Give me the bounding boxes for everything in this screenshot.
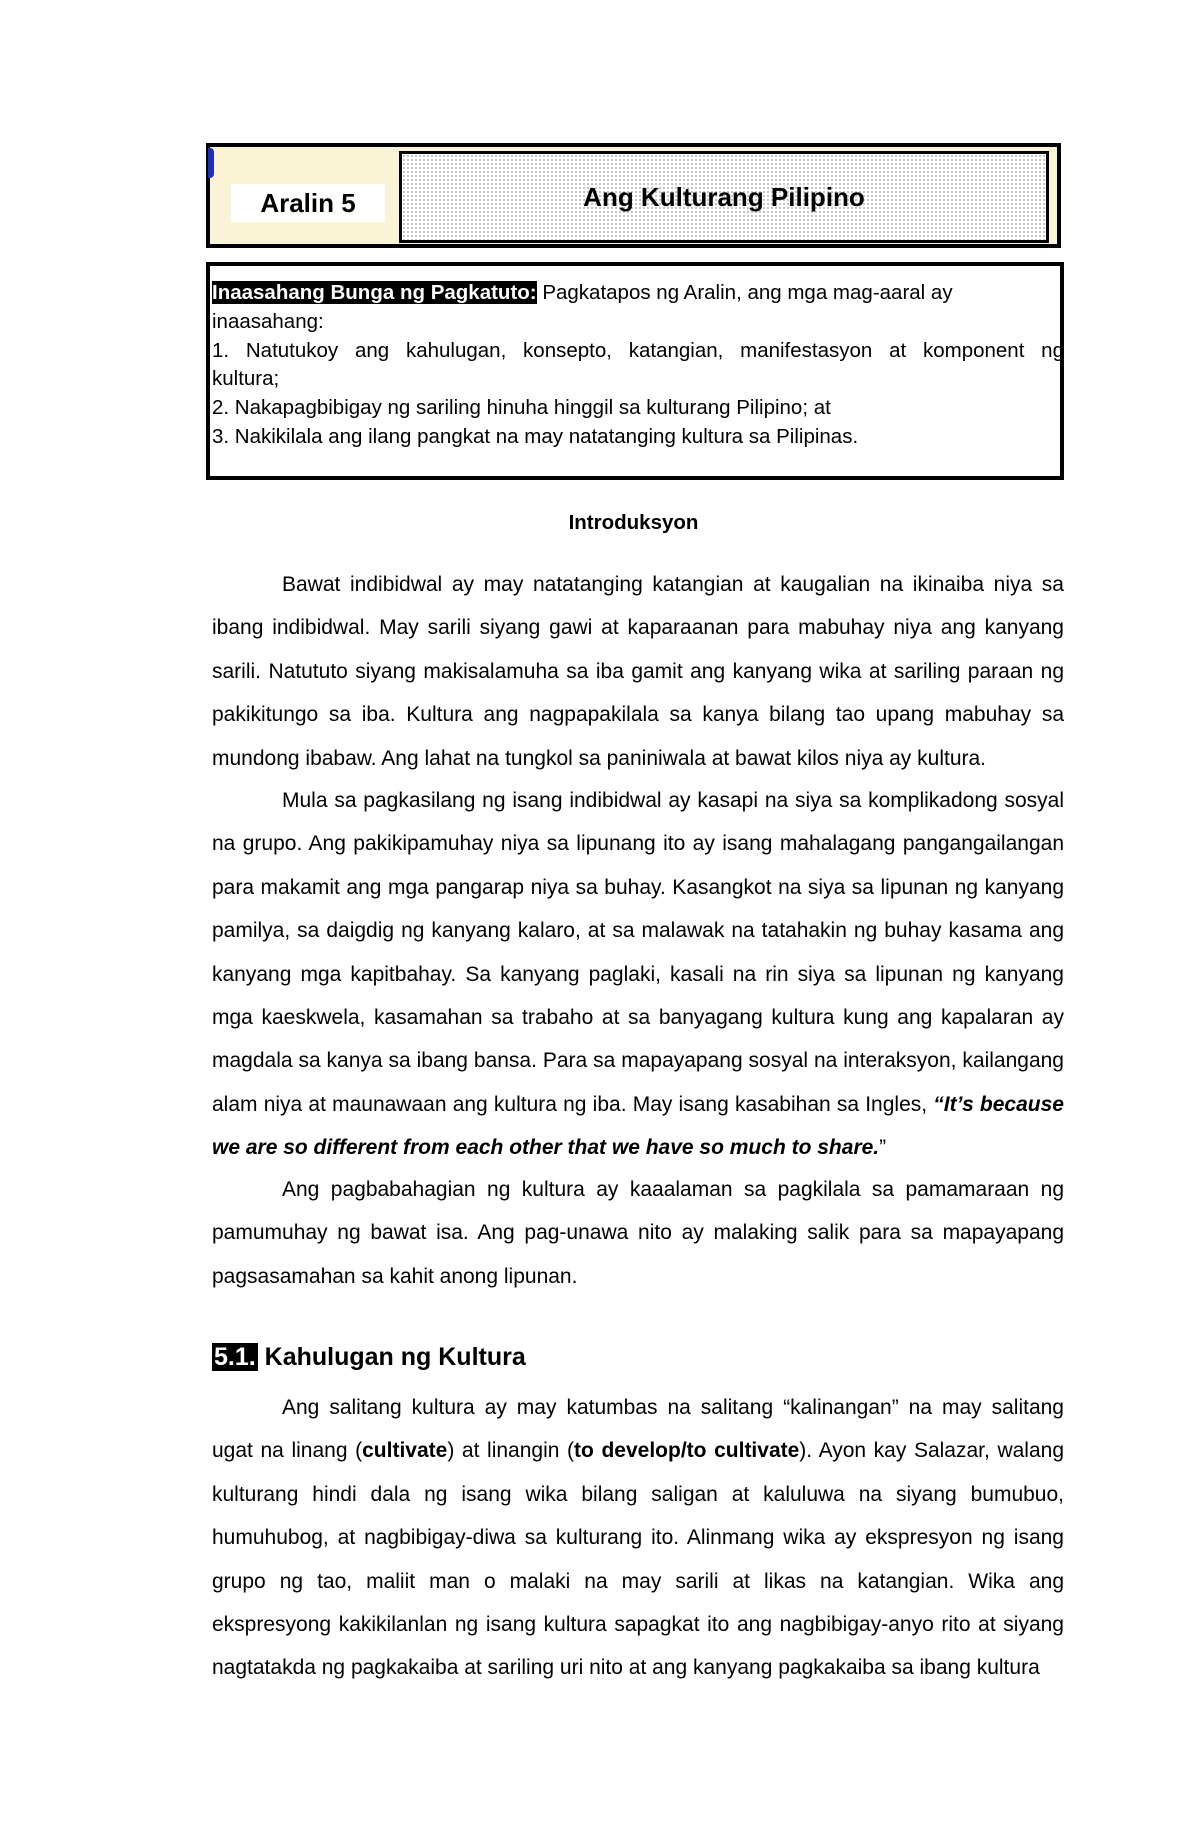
objective-item-1: 1. Natutukoy ang kahulugan, konsepto, katangian, manifestasyon at komponent ng xyxy=(212,338,1064,362)
section-5-1-paragraph xyxy=(212,1386,1064,1690)
section-5-1-heading xyxy=(212,1343,526,1372)
section-term-develop: to develop/to cultivate xyxy=(574,1439,800,1463)
lesson-number-badge: Aralin 5 xyxy=(231,184,385,222)
learning-objectives-text xyxy=(212,279,1064,452)
objective-item-1-cont: kultura; xyxy=(212,367,280,391)
section-number: 5.1. xyxy=(214,1343,256,1371)
intro-quote: “It’s because we are so different from each other that we have so much to share. xyxy=(212,1092,1064,1160)
objective-item-3: 3. Nakikilala ang ilang pangkat na may natatanging kultura sa Pilipinas. xyxy=(212,424,859,448)
intro-heading: Introduksyon xyxy=(568,511,699,534)
intro-paragraph-3-text: Ang pagbabahagian ng kultura ay kaaalaman sa pagkilala sa pamamaraan ng pamumuhay ng bawat isa. Ang pag-unawa nito ay malaking salik para sa mapayapang pagsasamahan sa kahit anong lipunan. xyxy=(212,1178,1064,1288)
intro-paragraph-1-text: Bawat indibidwal ay may natatanging katangian at kaugalian na ikinaiba niya sa ibang indibidwal. May sarili siyang gawi at kaparaanan para mabuhay niya ang kanyang sarili. Natututo siyang makisalamuha sa iba gamit ang kanyang wika at sariling paraan ng pakikitungo sa iba. Kultura ang nagpapakilala sa kanya bilang tao upang mabuhay sa mundong ibabaw. Ang lahat na tungkol sa paniniwala at bawat kilos niya ay kultura. xyxy=(212,573,1064,770)
intro-paragraph-3 xyxy=(212,1168,1064,1298)
objectives-intro-cont: inaasahang: xyxy=(212,309,324,333)
intro-quote-end: ” xyxy=(879,1136,887,1160)
intro-paragraph-2 xyxy=(212,779,1064,1170)
section-text-c: ) at linangin ( xyxy=(447,1439,575,1463)
header-accent-mark xyxy=(208,148,214,178)
section-title: Kahulugan ng Kultura xyxy=(257,1343,526,1371)
objectives-label: Inaasahang Bunga ng Pagkatuto: xyxy=(212,281,537,304)
section-term-cultivate: cultivate xyxy=(362,1439,448,1463)
section-text-e: ). Ayon kay Salazar, walang kulturang hindi dala ng isang wika bilang saligan at kaluluwa na siyang bumubuo, humuhubog, at nagbibigay-diwa sa kulturang ito. Alinmang wika ay ekspresyon ng isang grupo ng tao, maliit man o malaki na may sarili at likas na katangian. Wika ang ekspresyong kakikilanlan ng isang kultura sapagkat ito ang nagbibigay-anyo rito at siyang nagtatakda ng pagkakaiba at sariling uri nito at ang kanyang pagkakaiba sa ibang kultura xyxy=(212,1439,1064,1680)
objectives-intro-line xyxy=(212,279,1064,308)
lesson-title: Ang Kulturang Pilipino xyxy=(583,181,865,212)
intro-paragraph-2-text: Mula sa pagkasilang ng isang indibidwal ay kasapi na siya sa komplikadong sosyal na grupo. Ang pakikipamuhay niya sa lipunang ito ay isang mahalagang pangangailangan para makamit ang mga pangarap niya sa buhay. Kasangkot na siya sa lipunan ng kanyang pamilya, sa daigdig ng kanyang kalaro, at sa malawak na tatahakin ng buhay kasama ang kanyang mga kapitbahay. Sa kanyang paglaki, kasali na rin siya sa lipunan ng kanyang mga kaeskwela, kasamahan sa trabaho at sa banyagang kultura kung ang kapalaran ay magdala sa kanya sa ibang bansa. Para sa mapayapang sosyal na interaksyon, kailangang alam niya at maunawaan ang kultura ng iba. May isang kasabihan sa Ingles, xyxy=(212,789,1064,1116)
intro-paragraph-1 xyxy=(212,563,1064,780)
objectives-intro: Pagkatapos ng Aralin, ang mga mag-aaral ay xyxy=(536,281,953,304)
lesson-title-box xyxy=(399,151,1049,243)
section-text-a: Ang salitang kultura ay may katumbas na salitang “kalinangan” na may salitang ugat na linang ( xyxy=(212,1396,1064,1463)
objective-item-2: 2. Nakapagbibigay ng sariling hinuha hinggil sa kulturang Pilipino; at xyxy=(212,396,831,420)
